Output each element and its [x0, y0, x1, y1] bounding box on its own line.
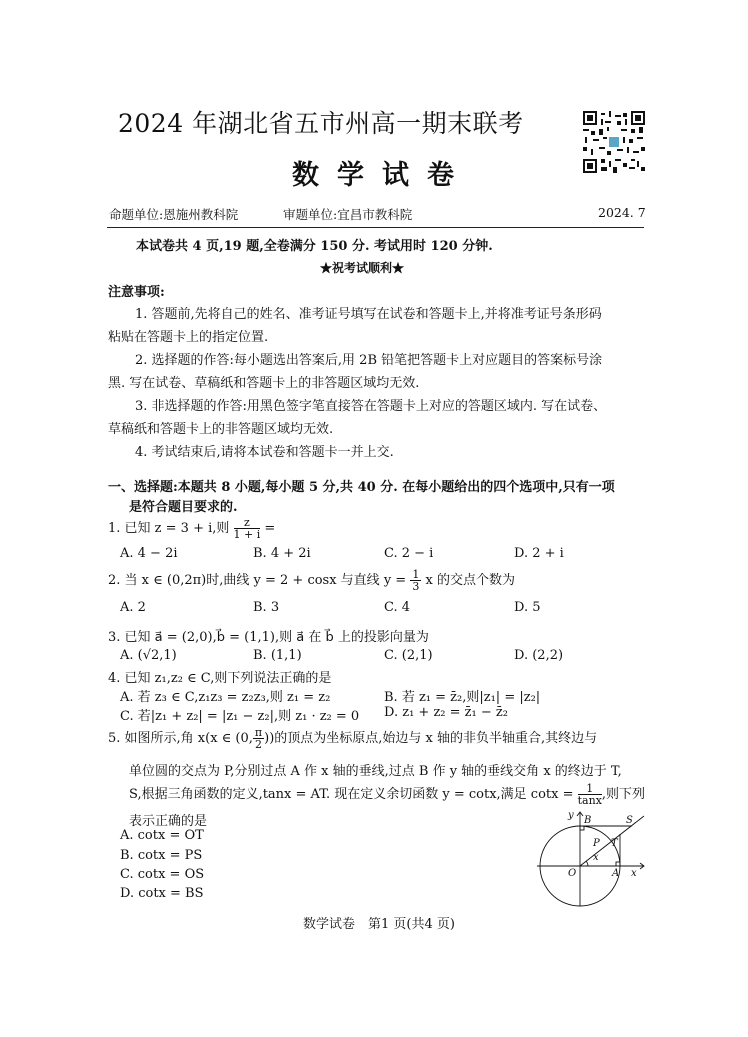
q3-option-b: B. (1,1)	[253, 648, 302, 663]
question-5-line4: 表示正确的是	[129, 814, 208, 829]
notice-line: 4. 考试结束后,请将本试卷和答题卡一并上交.	[135, 445, 394, 460]
section-heading: 是符合题目要求的.	[129, 500, 238, 515]
label-s: S	[626, 815, 633, 826]
section-heading: 一、选择题:本题共 8 小题,每小题 5 分,共 40 分. 在每小题给出的四个选项中,只有一项	[108, 480, 615, 495]
notice-line: 粘贴在答题卡上的指定位置.	[108, 330, 269, 345]
exam-summary: 本试卷共 4 页,19 题,全卷满分 150 分. 考试用时 120 分钟.	[136, 239, 493, 254]
q1-option-d: D. 2 + i	[514, 546, 564, 561]
q5-option-a: A. cotx = OT	[120, 828, 204, 843]
label-angle-x: x	[593, 852, 599, 863]
notice-line: 1. 答题前,先将自己的姓名、准考证号填写在试卷和答题卡上,并将准考证号条形码	[135, 307, 602, 322]
label-b: B	[584, 815, 592, 826]
reviewer: 审题单位:宜昌市教科院	[283, 207, 413, 222]
notice-title: 注意事项:	[108, 285, 165, 300]
page-footer: 数学试卷 第1 页(共4 页)	[303, 917, 455, 932]
q1-option-a: A. 4 − 2i	[120, 546, 178, 561]
q1-option-c: C. 2 − i	[384, 546, 434, 561]
q4-option-c: C. 若|z₁ + z₂| = |z₁ − z₂|,则 z₁ · z₂ = 0	[120, 709, 360, 724]
q5-option-c: C. cotx = OS	[120, 867, 205, 882]
question-5-line3: S,根据三角函数的定义,tanx = AT. 现在定义余切函数 y = cotx,满足 cotx = $\frac{1}{\tan x}$ ,则下列	[129, 782, 646, 807]
q4-option-d: D. z₁ + z₂ = z̄₁ − z̄₂	[384, 705, 508, 720]
label-a: A	[612, 868, 620, 879]
q5-option-b: B. cotx = PS	[120, 848, 203, 863]
proposer: 命题单位:恩施州教科院	[109, 207, 239, 222]
notice-line: 3. 非选择题的作答:用黑色签字笔直接答在答题卡上对应的答题区域内. 写在试卷、	[135, 399, 607, 414]
question-2-stem: 2. 当 x ∈ (0,2π)时,曲线 y = 2 + cosx 与直线 y = $\frac{1}{3}$ x 的交点个数为	[108, 568, 515, 593]
q4-option-b: B. 若 z₁ = z̄₂,则|z₁| = |z₂|	[384, 690, 541, 705]
exam-title: 2024 年湖北省五市州高一期末联考	[118, 109, 524, 138]
notice-line: 黑. 写在试卷、草稿纸和答题卡上的非答题区域均无效.	[108, 376, 420, 391]
question-5-line2: 单位圆的交点为 P,分别过点 A 作 x 轴的垂线,过点 B 作 y 轴的垂线交角 x 的终边于 T,	[129, 764, 622, 779]
qr-code	[583, 111, 645, 173]
label-o: O	[568, 868, 577, 879]
exam-subtitle: 数学试卷	[292, 160, 472, 191]
notice-line: 草稿纸和答题卡上的非答题区域均无效.	[108, 422, 334, 437]
notice-line: 2. 选择题的作答:每小题选出答案后,用 2B 铅笔把答题卡上对应题目的答案标号涂	[135, 353, 603, 368]
q3-option-a: A. (√2,1)	[120, 648, 177, 663]
unit-circle-figure	[532, 808, 652, 908]
label-x-axis: x	[631, 868, 637, 879]
q5-option-d: D. cotx = BS	[120, 886, 204, 901]
question-1-stem: 1. 已知 z = 3 + i,则 $\frac{z}{1 + i}$ =	[108, 516, 276, 541]
label-p: P	[593, 838, 600, 849]
question-3-stem: 3. 已知 a⃗ = (2,0),b⃗ = (1,1),则 a⃗ 在 b⃗ 上的投影向量为	[108, 630, 429, 645]
question-4-stem: 4. 已知 z₁,z₂ ∈ C,则下列说法正确的是	[108, 671, 332, 686]
header-rule	[107, 227, 644, 228]
q2-option-a: A. 2	[120, 600, 146, 615]
q2-option-c: C. 4	[384, 600, 411, 615]
q3-option-d: D. (2,2)	[514, 648, 564, 663]
good-luck: ★祝考试顺利★	[320, 261, 405, 275]
question-5-line1: 5. 如图所示,角 x(x ∈ (0, $\frac{\pi}{2}$ ))的顶点为坐标原点,始边与 x 轴的非负半轴重合,其终边与	[108, 726, 598, 751]
q1-option-b: B. 4 + 2i	[253, 546, 311, 561]
label-t: T	[611, 838, 618, 849]
q2-option-b: B. 3	[253, 600, 280, 615]
q3-option-c: C. (2,1)	[384, 648, 433, 663]
label-y: y	[568, 810, 574, 821]
q2-option-d: D. 5	[514, 600, 541, 615]
exam-date: 2024. 7	[598, 205, 646, 220]
q4-option-a: A. 若 z₃ ∈ C,z₁z₃ = z₂z₃,则 z₁ = z₂	[120, 690, 331, 705]
